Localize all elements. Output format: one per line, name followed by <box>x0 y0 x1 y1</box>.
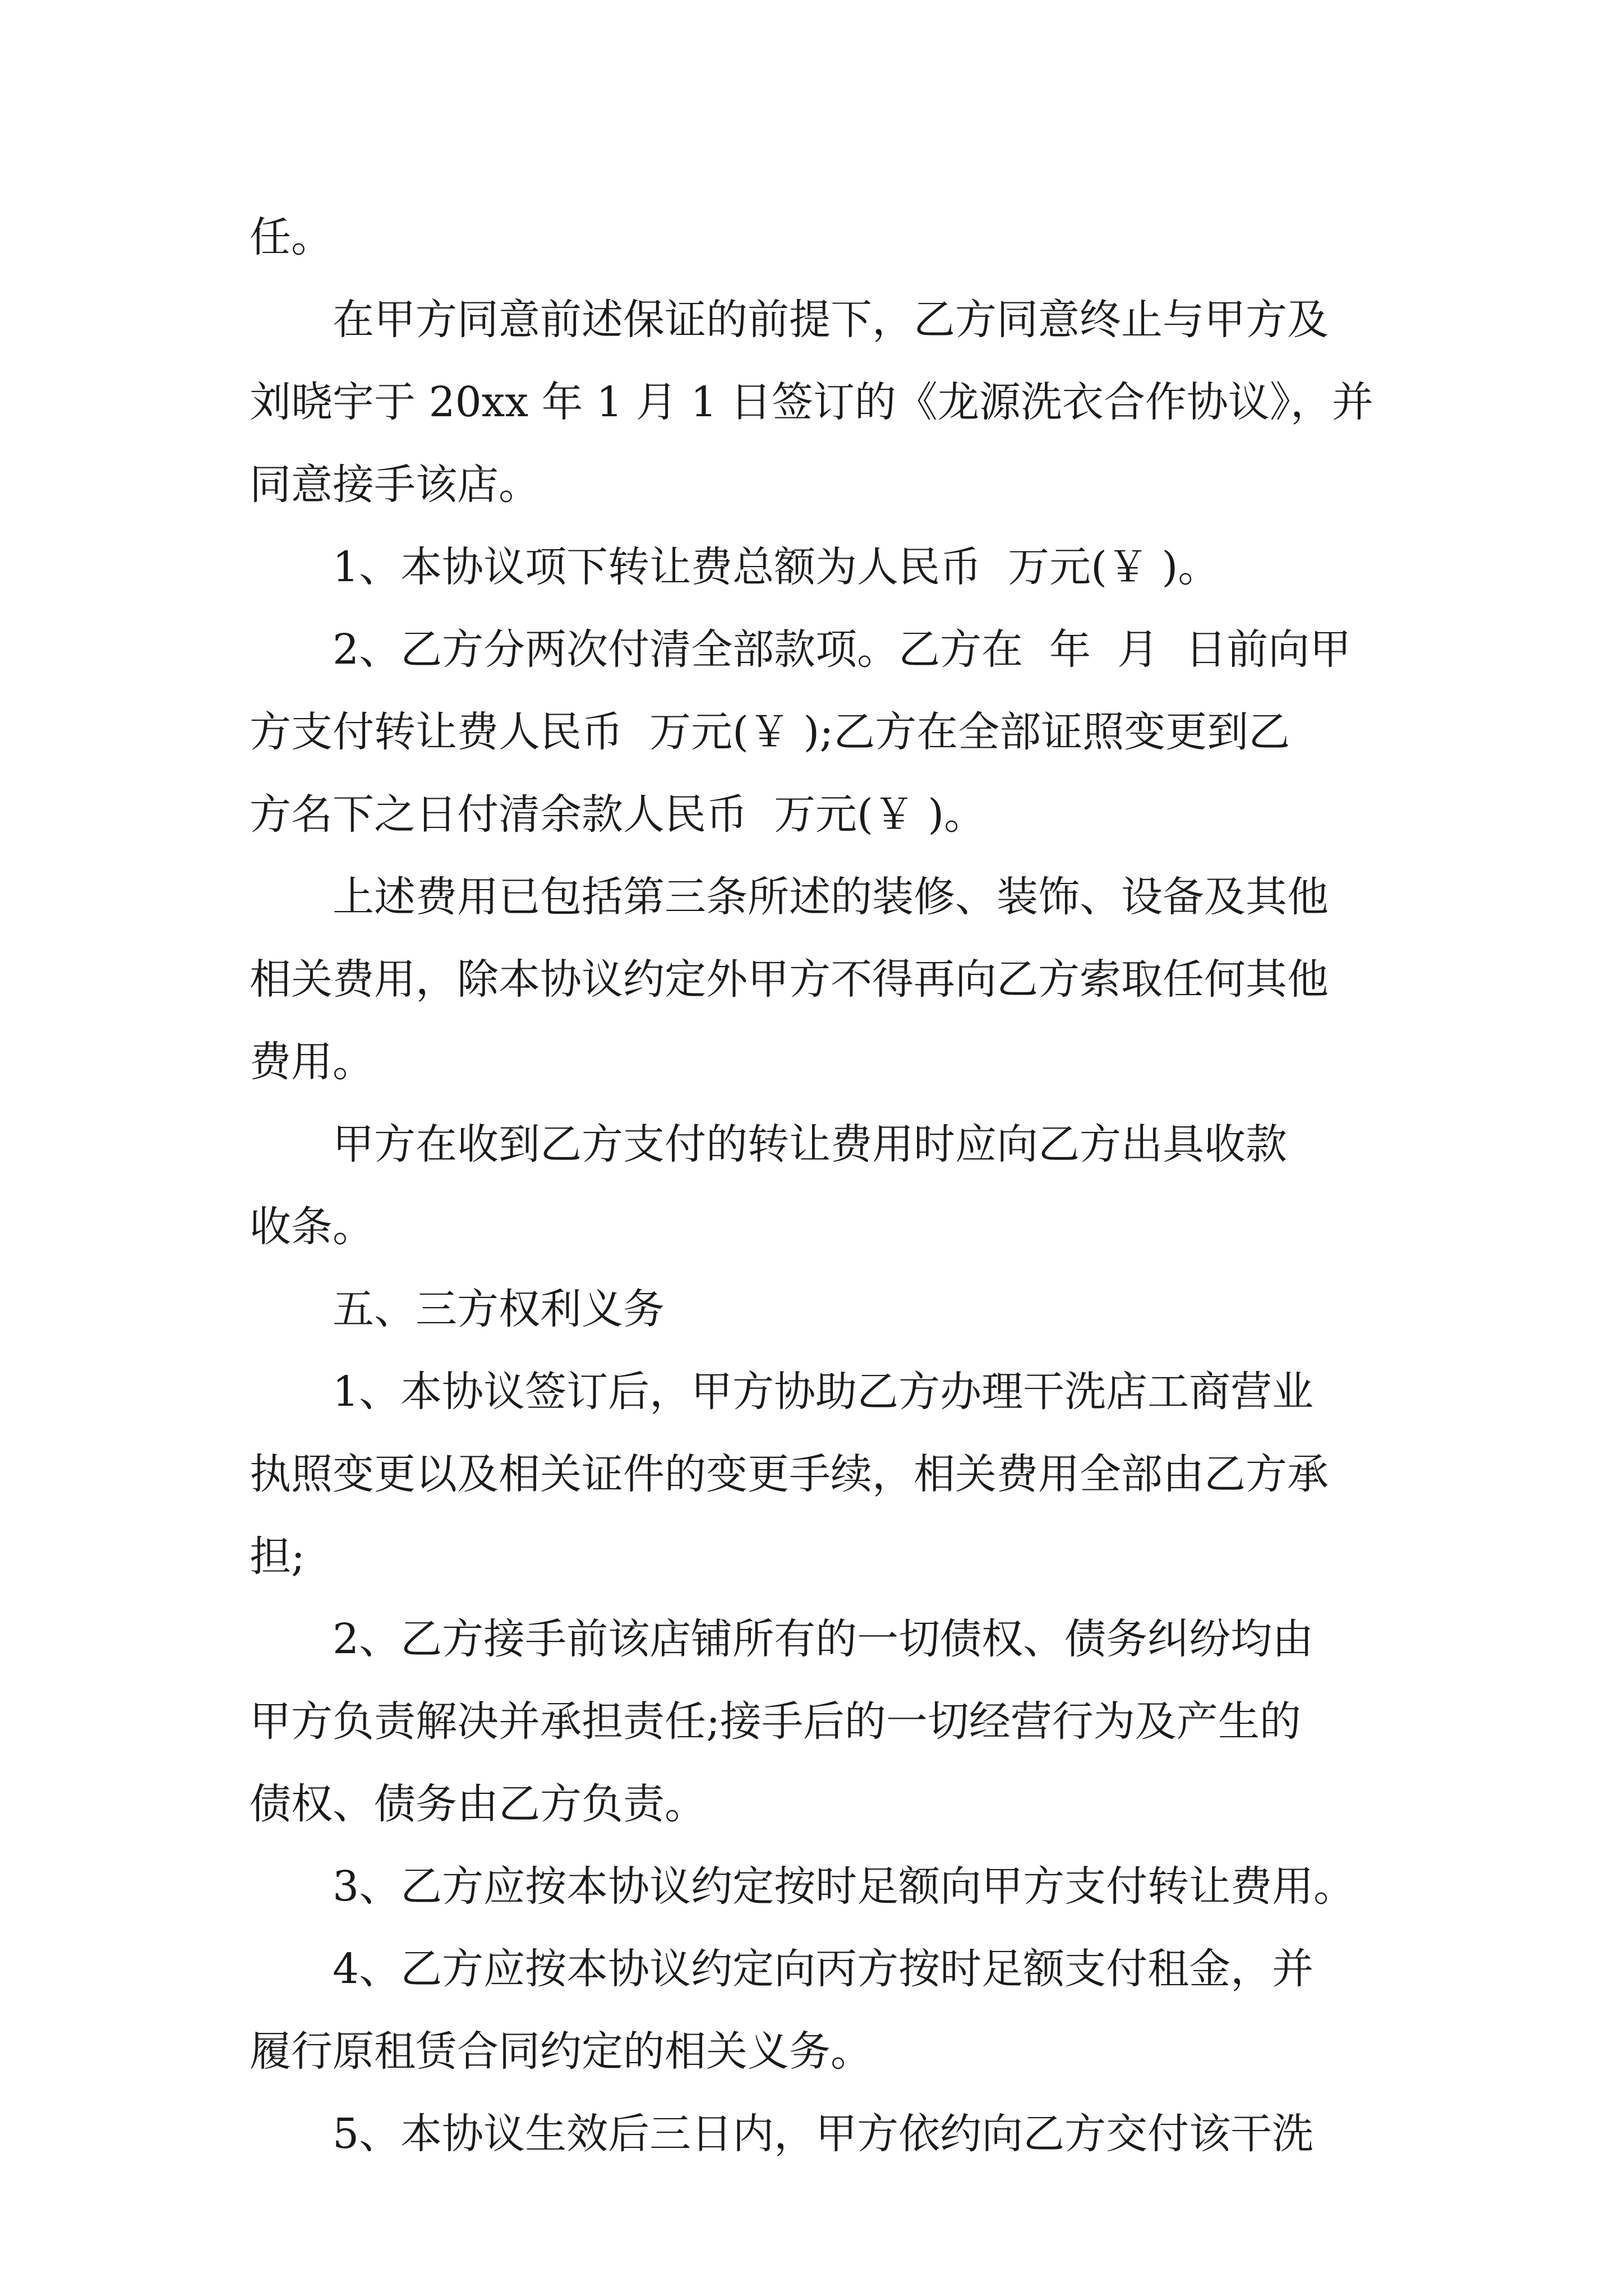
text-line: 债权、债务由乙方负责。 <box>250 1780 706 1828</box>
text-line: 1、本协议项下转让费总额为人民币 万元(￥ )。 <box>333 543 1220 591</box>
text-line: 4、乙方应按本协议约定向丙方按时足额支付租金，并 <box>333 1945 1314 1993</box>
text-line: 1、本协议签订后，甲方协助乙方办理干洗店工商营业 <box>333 1368 1314 1416</box>
text-line: 费用。 <box>250 1038 374 1086</box>
text-line: 方支付转让费人民币 万元(￥ );乙方在全部证照变更到乙 <box>250 708 1290 756</box>
text-line: 执照变更以及相关证件的变更手续，相关费用全部由乙方承 <box>250 1450 1329 1498</box>
text-line: 2、乙方接手前该店铺所有的一切债权、债务纠纷均由 <box>333 1615 1314 1663</box>
text-line: 2、乙方分两次付清全部款项。乙方在 年 月 日前向甲 <box>333 625 1352 674</box>
text-line: 刘晓宇于 20xx 年 1 月 1 日签订的《龙源洗衣合作协议》，并 <box>250 378 1373 426</box>
text-line: 相关费用，除本协议约定外甲方不得再向乙方索取任何其他 <box>250 955 1329 1004</box>
section-heading: 五、三方权利义务 <box>333 1285 665 1333</box>
text-line: 5、本协议生效后三日内，甲方依约向乙方交付该干洗 <box>333 2110 1314 2158</box>
text-line: 任。 <box>250 213 333 261</box>
text-line: 同意接手该店。 <box>250 461 540 509</box>
text-line: 收条。 <box>250 1203 374 1251</box>
text-line: 甲方负责解决并承担责任;接手后的一切经营行为及产生的 <box>250 1697 1301 1746</box>
text-line: 在甲方同意前述保证的前提下，乙方同意终止与甲方及 <box>333 296 1329 344</box>
text-line: 上述费用已包括第三条所述的装修、装饰、设备及其他 <box>333 873 1329 921</box>
document-body <box>250 196 1388 2175</box>
text-line: 担; <box>250 1533 305 1581</box>
text-line: 3、乙方应按本协议约定按时足额向甲方支付转让费用。 <box>333 1862 1355 1911</box>
text-line: 甲方在收到乙方支付的转让费用时应向乙方出具收款 <box>333 1120 1287 1168</box>
text-line: 方名下之日付清余款人民币 万元(￥ )。 <box>250 790 986 839</box>
text-line: 履行原租赁合同约定的相关义务。 <box>250 2027 872 2076</box>
